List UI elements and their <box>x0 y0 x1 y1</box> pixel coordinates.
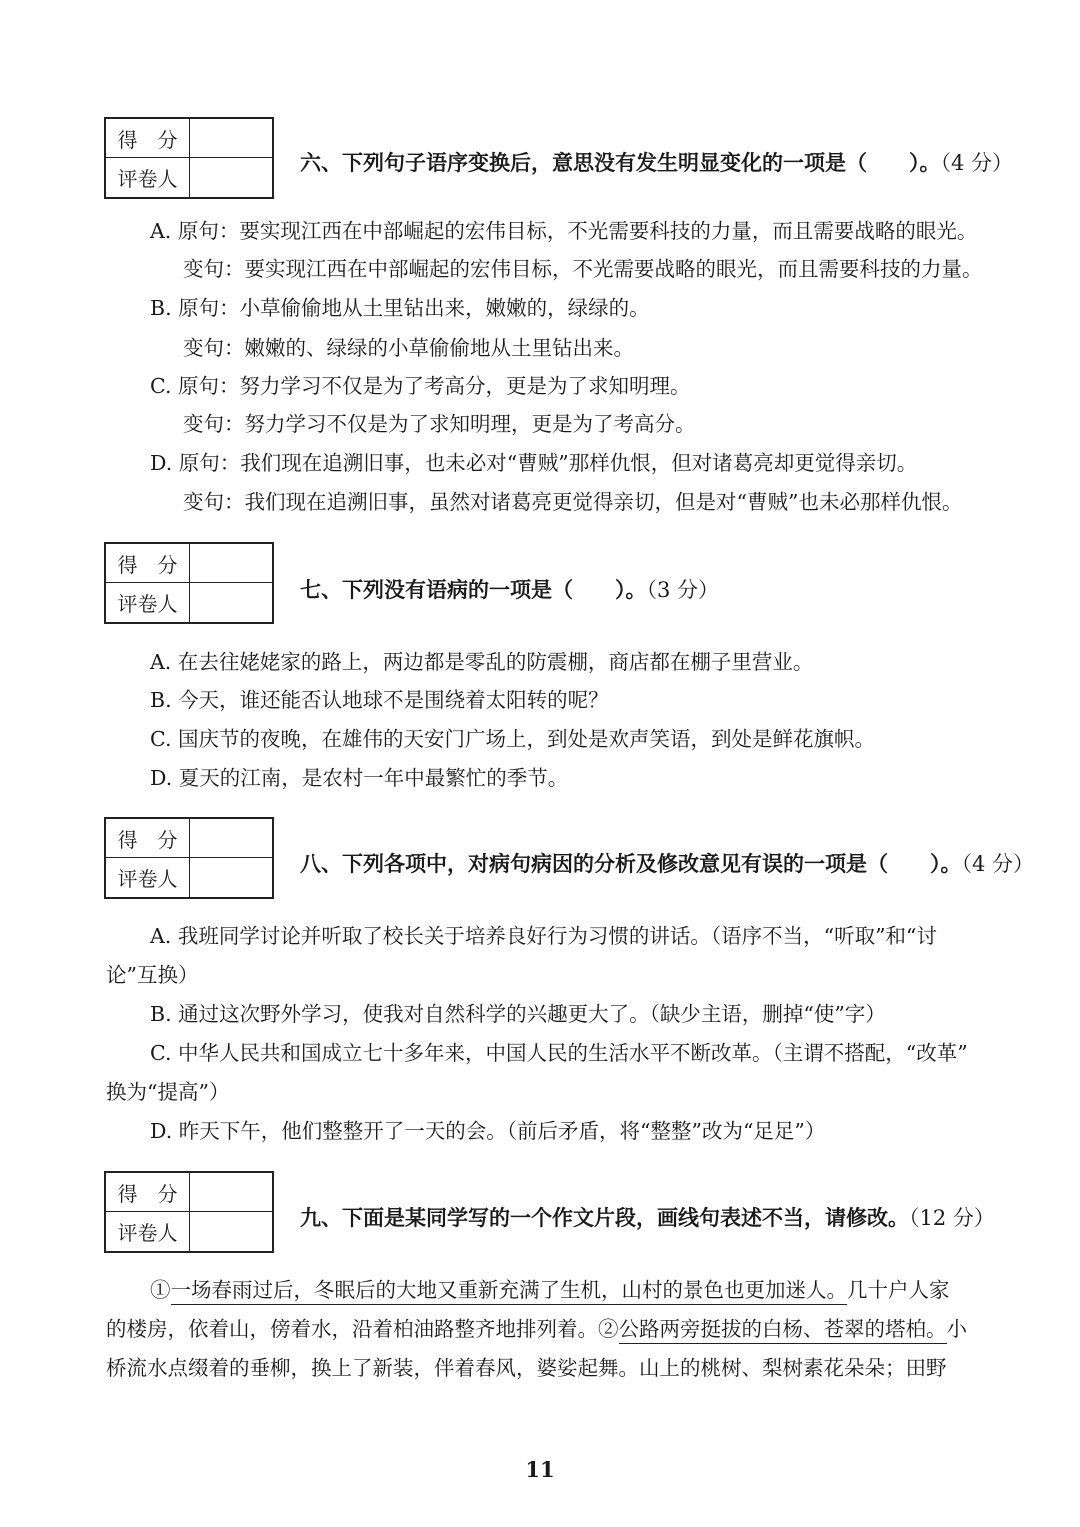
score-table-q9 <box>104 1171 274 1253</box>
grader-value-cell <box>190 858 272 897</box>
question-7-title: 七、下列没有语病的一项是（ ）。（3 分） <box>300 578 720 602</box>
q8-option-d: D. 昨天下午，他们整整开了一天的会。（前后矛盾，将“整整”改为“足足”） <box>150 1119 826 1143</box>
q6-option-d-variant: 变句：我们现在追溯旧事，虽然对诸葛亮更觉得亲切，但是对“曹贼”也未必那样仇恨。 <box>183 490 963 514</box>
grader-value-cell <box>190 583 272 622</box>
grader-label: 评卷人 <box>106 583 190 622</box>
passage-line-2: 的楼房，依着山，傍着水，沿着柏油路整齐地排列着。②公路两旁挺拔的白杨、苍翠的塔柏。小 <box>106 1319 967 1340</box>
passage-line-3: 桥流水点缀着的垂柳，换上了新装，伴着春风，婆娑起舞。山上的桃树、梨树素花朵朵；田野 <box>106 1356 947 1380</box>
q7-option-b: B. 今天，谁还能否认地球不是围绕着太阳转的呢？ <box>150 688 609 712</box>
q6-option-b-variant: 变句：嫩嫩的、绿绿的小草偷偷地从土里钻出来。 <box>183 336 634 360</box>
page-number: 11 <box>525 1457 555 1482</box>
grader-label: 评卷人 <box>106 858 190 897</box>
q8-option-a-cont: 论”互换） <box>106 963 199 987</box>
question-9-title: 九、下面是某同学写的一个作文片段，画线句表述不当，请修改。（12 分） <box>300 1206 995 1230</box>
underlined-sentence-2: 公路两旁挺拔的白杨、苍翠的塔柏。 <box>619 1317 947 1344</box>
grader-label: 评卷人 <box>106 1212 190 1251</box>
q6-option-a: A. 原句：要实现江西在中部崛起的宏伟目标，不光需要科技的力量，而且需要战略的眼光。 <box>150 219 978 243</box>
sentence-marker-2: ② <box>598 1317 619 1341</box>
q6-option-d: D. 原句：我们现在追溯旧事，也未必对“曹贼”那样仇恨，但对诸葛亮却更觉得亲切。 <box>150 451 918 475</box>
question-6-title: 六、下列句子语序变换后，意思没有发生明显变化的一项是（ ）。（4 分） <box>300 151 1014 175</box>
score-value-cell <box>190 544 272 583</box>
q7-option-d: D. 夏天的江南，是农村一年中最繁忙的季节。 <box>150 766 569 790</box>
sentence-marker-1: ① <box>150 1278 171 1302</box>
score-table-q7 <box>104 542 274 624</box>
underlined-sentence-1: 一场春雨过后，冬眠后的大地又重新充满了生机，山村的景色也更加迷人。 <box>171 1278 848 1305</box>
q6-option-a-variant: 变句：要实现江西在中部崛起的宏伟目标，不光需要战略的眼光，而且需要科技的力量。 <box>183 257 983 281</box>
passage-line-1: ①一场春雨过后，冬眠后的大地又重新充满了生机，山村的景色也更加迷人。几十户人家 <box>150 1280 950 1301</box>
score-value-cell <box>190 119 272 158</box>
grader-label: 评卷人 <box>106 158 190 197</box>
q8-option-c-cont: 换为“提高”） <box>106 1080 230 1104</box>
score-label: 得 分 <box>106 544 190 583</box>
q6-option-c-variant: 变句：努力学习不仅是为了求知明理，更是为了考高分。 <box>183 412 696 436</box>
score-label: 得 分 <box>106 119 190 158</box>
q8-option-a: A. 我班同学讨论并听取了校长关于培养良好行为习惯的讲话。（语序不当，“听取”和“讨 <box>150 924 938 948</box>
grader-value-cell <box>190 158 272 197</box>
score-table-q6 <box>104 117 274 199</box>
score-value-cell <box>190 819 272 858</box>
score-label: 得 分 <box>106 1173 190 1212</box>
q7-option-a: A. 在去往姥姥家的路上，两边都是零乱的防震棚，商店都在棚子里营业。 <box>150 650 814 674</box>
q7-option-c: C. 国庆节的夜晚，在雄伟的天安门广场上，到处是欢声笑语，到处是鲜花旗帜。 <box>150 727 875 751</box>
grader-value-cell <box>190 1212 272 1251</box>
q6-option-b: B. 原句：小草偷偷地从土里钻出来，嫩嫩的，绿绿的。 <box>150 296 650 320</box>
q6-option-c: C. 原句：努力学习不仅是为了考高分，更是为了求知明理。 <box>150 374 691 398</box>
score-table-q8 <box>104 817 274 899</box>
question-8-title: 八、下列各项中，对病句病因的分析及修改意见有误的一项是（ ）。（4 分） <box>300 852 1035 876</box>
score-value-cell <box>190 1173 272 1212</box>
score-label: 得 分 <box>106 819 190 858</box>
q8-option-c: C. 中华人民共和国成立七十多年来，中国人民的生活水平不断改革。（主谓不搭配，“改革” <box>150 1041 968 1065</box>
q8-option-b: B. 通过这次野外学习，使我对自然科学的兴趣更大了。（缺少主语，删掉“使”字） <box>150 1002 886 1026</box>
